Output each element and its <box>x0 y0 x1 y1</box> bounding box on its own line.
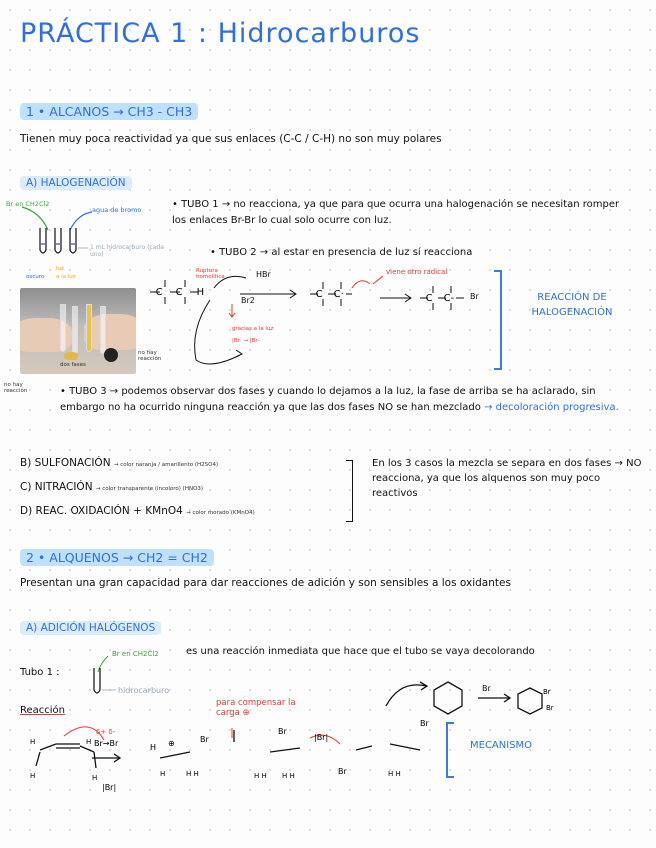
halogenacion-heading: A) HALOGENACIÓN <box>20 177 132 189</box>
svg-text:Br→Br: Br→Br <box>94 739 119 748</box>
alquenos-intro: Presentan una gran capacidad para dar reacciones de adición y son sensibles a los oxidantes <box>20 577 511 589</box>
tubo1-text: • TUBO 1 → no reacciona, ya que para que ocurra una halogenación se necesitan romper los enlaces Br-Br lo cual solo ocurre con luz. <box>172 199 620 226</box>
label-agua-bromo: agua de bromo <box>92 206 142 214</box>
svg-text:Br: Br <box>543 688 551 696</box>
svg-text:⊕: ⊕ <box>168 739 175 748</box>
svg-text:|Br|: |Br| <box>314 733 329 742</box>
label-br2: Br2 <box>241 296 255 305</box>
svg-text:H: H <box>30 772 36 780</box>
tubo3-body: • TUBO 3 → podemos observar dos fases y cuando lo dejamos a la luz, la fase de arriba se ha aclarado, sin embargo no ha ocurrido ninguna reacción ya que las dos fases NO se han mezclado <box>60 386 596 413</box>
bcd-conclusion: En los 3 casos la mezcla se separa en dos fases → NO reacciona, ya que los alquenos son muy poco reactivos <box>372 458 642 499</box>
label-gracias-luz: gracias a la luz <box>232 326 274 332</box>
svg-text:H H: H H <box>186 770 199 778</box>
reaccion-label: Reacción <box>20 705 66 716</box>
label-oscuro: oscuro <box>26 274 45 280</box>
svg-text:H: H <box>160 770 166 778</box>
photo-label-dos-fases: dos fases <box>60 362 86 368</box>
adicion-desc: es una reacción inmediata que hace que el tubo se vaya decolorando <box>186 646 535 657</box>
label-ruptura: Ruptura homolítica <box>196 268 225 280</box>
label-br-ch2cl2: Br en CH2Cl2 <box>112 650 159 658</box>
label-bromo: Br en CH2Cl2 <box>6 200 50 208</box>
label-br-top: Br <box>482 684 491 693</box>
label-hbr: HBr <box>256 270 271 279</box>
sulfonacion-note: → color naranja / amarillento (H2SO4) <box>113 462 219 468</box>
svg-text:H: H <box>86 738 92 746</box>
svg-text:H: H <box>30 738 36 746</box>
svg-text:-C: -C <box>172 287 183 298</box>
svg-text:H: H <box>150 743 157 752</box>
bracket-mecanismo <box>446 722 454 778</box>
photo-label-no-hay-2: no hay reacción <box>4 382 28 394</box>
label-viene-radical: viene otro radical <box>386 268 448 276</box>
oxidacion-label: D) REAC. OXIDACIÓN + KMnO4 <box>20 505 183 517</box>
svg-text:-C·: -C· <box>330 289 344 300</box>
svg-text:-C: -C <box>422 293 433 304</box>
oxidacion-note: → color morado (KMnO4) <box>186 510 255 516</box>
delta-charges: δ+ δ- <box>96 728 116 736</box>
section-alquenos-heading: 2 • ALQUENOS → CH2 = CH2 <box>20 550 214 565</box>
svg-text:Br: Br <box>278 727 287 736</box>
label-br-product: Br <box>470 292 479 301</box>
label-luz: luz <box>56 266 64 272</box>
nitracion-label: C) NITRACIÓN <box>20 481 93 493</box>
label-br-radical: |Br· → |Br· <box>232 338 260 344</box>
svg-text:Br: Br <box>338 767 347 776</box>
alcanos-intro: Tienen muy poca reactividad ya que sus enlaces (C-C / C-H) no son muy polares <box>20 133 442 145</box>
section-alcanos-heading: 1 • ALCANOS → CH3 - CH3 <box>20 104 198 119</box>
label-hidrocarburo-2: hidrocarburo <box>118 686 170 695</box>
svg-text:Br: Br <box>200 735 209 744</box>
label-compensar: para compensar la carga ⊕ <box>216 698 296 718</box>
label-a-la-luz: a la luz <box>56 274 76 280</box>
page-title: PRÁCTICA 1 : Hidrocarburos <box>20 18 421 49</box>
label-hidrocarburo: 1 mL hidrocarburo (cada uno) <box>90 244 164 258</box>
svg-text:H H: H H <box>388 770 401 778</box>
svg-text:-H: -H <box>193 287 205 298</box>
sulfonacion-label: B) SULFONACIÓN <box>20 457 111 469</box>
svg-text:|Br|: |Br| <box>102 783 117 792</box>
tubo2-text: • TUBO 2 → al estar en presencia de luz sí reacciona <box>210 247 473 258</box>
svg-text:-C: -C <box>152 287 163 298</box>
reaccion-halogenacion-label: REACCIÓN DE HALOGENACIÓN <box>531 292 613 318</box>
nitracion-note: → color transparente (incoloro) (HNO3) <box>95 486 204 492</box>
svg-text:Br: Br <box>420 719 429 728</box>
photo-label-no-hay: no hay reacción <box>138 350 162 362</box>
svg-text:H: H <box>92 774 98 782</box>
svg-text:-C: -C <box>312 289 323 300</box>
svg-text:Br: Br <box>546 704 554 712</box>
svg-text:H H: H H <box>254 772 267 780</box>
mecanismo-label: MECANISMO <box>470 740 533 751</box>
adicion-heading: A) ADICIÓN HALÓGENOS <box>20 622 161 634</box>
tubo1-adicion: Tubo 1 : <box>20 667 60 678</box>
tubo3-link: → decoloración progresiva. <box>484 402 619 413</box>
svg-text:H H: H H <box>282 772 295 780</box>
svg-text:-C-: -C- <box>440 293 455 304</box>
